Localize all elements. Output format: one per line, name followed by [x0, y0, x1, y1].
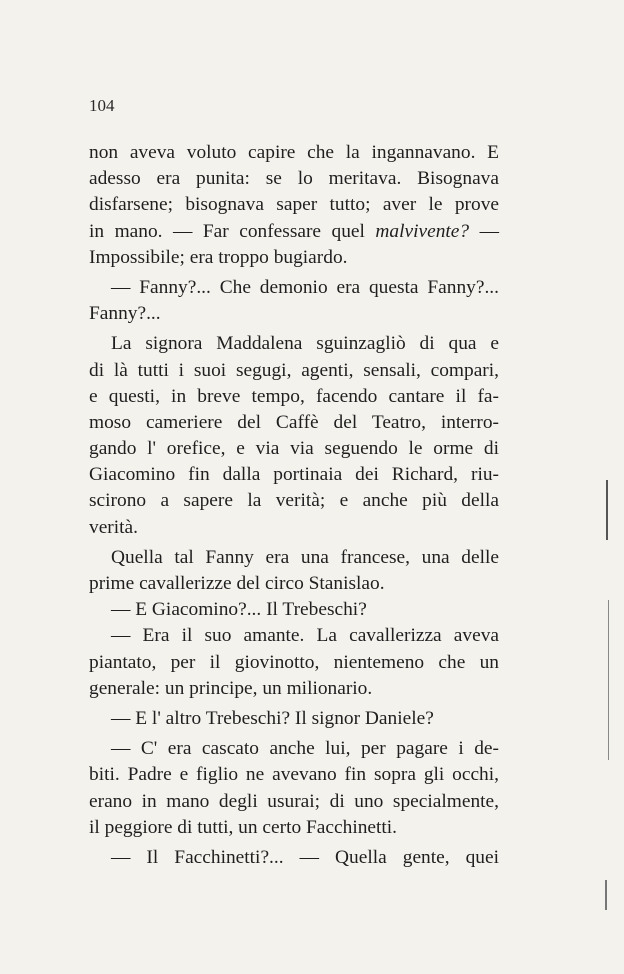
text-line: in mano. — Far confessare quel malvivente? — — [89, 220, 499, 242]
italic-word: malvivente? — [375, 220, 470, 242]
text-line: — C' era cascato anche lui, per pagare i de- — [111, 738, 499, 760]
text-line: — E Giacomino?... Il Trebeschi? — [111, 599, 367, 621]
text-line: non aveva voluto capire che la ingannavano. E — [89, 142, 499, 163]
text-line: biti. Padre e figlio ne avevano fin sopra gli occhi, — [89, 764, 499, 786]
text-line: scirono a sapere la verità; e anche più della — [89, 490, 499, 512]
text-line: piantato, per il giovinotto, nientemeno che un — [89, 651, 499, 673]
text-line: moso cameriere del Caffè del Teatro, interro- — [89, 411, 499, 433]
text-line: il peggiore di tutti, un certo Facchinetti. — [89, 816, 398, 838]
text-line: erano in mano degli usurai; di uno specialmente, — [89, 790, 499, 812]
text-line: e questi, in breve tempo, facendo cantare il fa- — [89, 385, 499, 407]
text-line: verità. — [89, 516, 138, 538]
text-line: disfarsene; bisognava saper tutto; aver le prove — [89, 194, 499, 216]
text-line: generale: un principe, un milionario. — [89, 677, 373, 699]
text-line: prime cavallerizze del circo Stanislao. — [89, 573, 385, 594]
page-edge-shadow — [605, 880, 607, 910]
text-line: Quella tal Fanny era una francese, una delle — [111, 546, 499, 568]
page-number: 104 — [89, 96, 115, 115]
page-edge-shadow — [608, 600, 609, 760]
body-text — [89, 140, 499, 871]
text-line: adesso era punita: se lo meritava. Bisognava — [89, 168, 499, 190]
text-line: Impossibile; era troppo bugiardo. — [89, 246, 348, 268]
text-line: — Era il suo amante. La cavallerizza aveva — [111, 625, 499, 647]
text-line: — Il Facchinetti?... — Quella gente, quei — [111, 846, 499, 868]
text-line: — E l' altro Trebeschi? Il signor Daniele? — [111, 707, 434, 729]
text-line: di là tutti i suoi segugi, agenti, sensali, compari, — [89, 359, 499, 381]
page-edge-shadow — [606, 480, 608, 540]
text-line: gando l' orefice, e via via seguendo le orme di — [89, 438, 499, 460]
text-line: Giacomino fin dalla portinaia dei Richard, riu- — [89, 464, 499, 486]
text-line: La signora Maddalena sguinzagliò di qua e — [111, 333, 499, 355]
text-line: — Fanny?... Che demonio era questa Fanny?... — [111, 276, 499, 298]
text-line: Fanny?... — [89, 303, 161, 325]
